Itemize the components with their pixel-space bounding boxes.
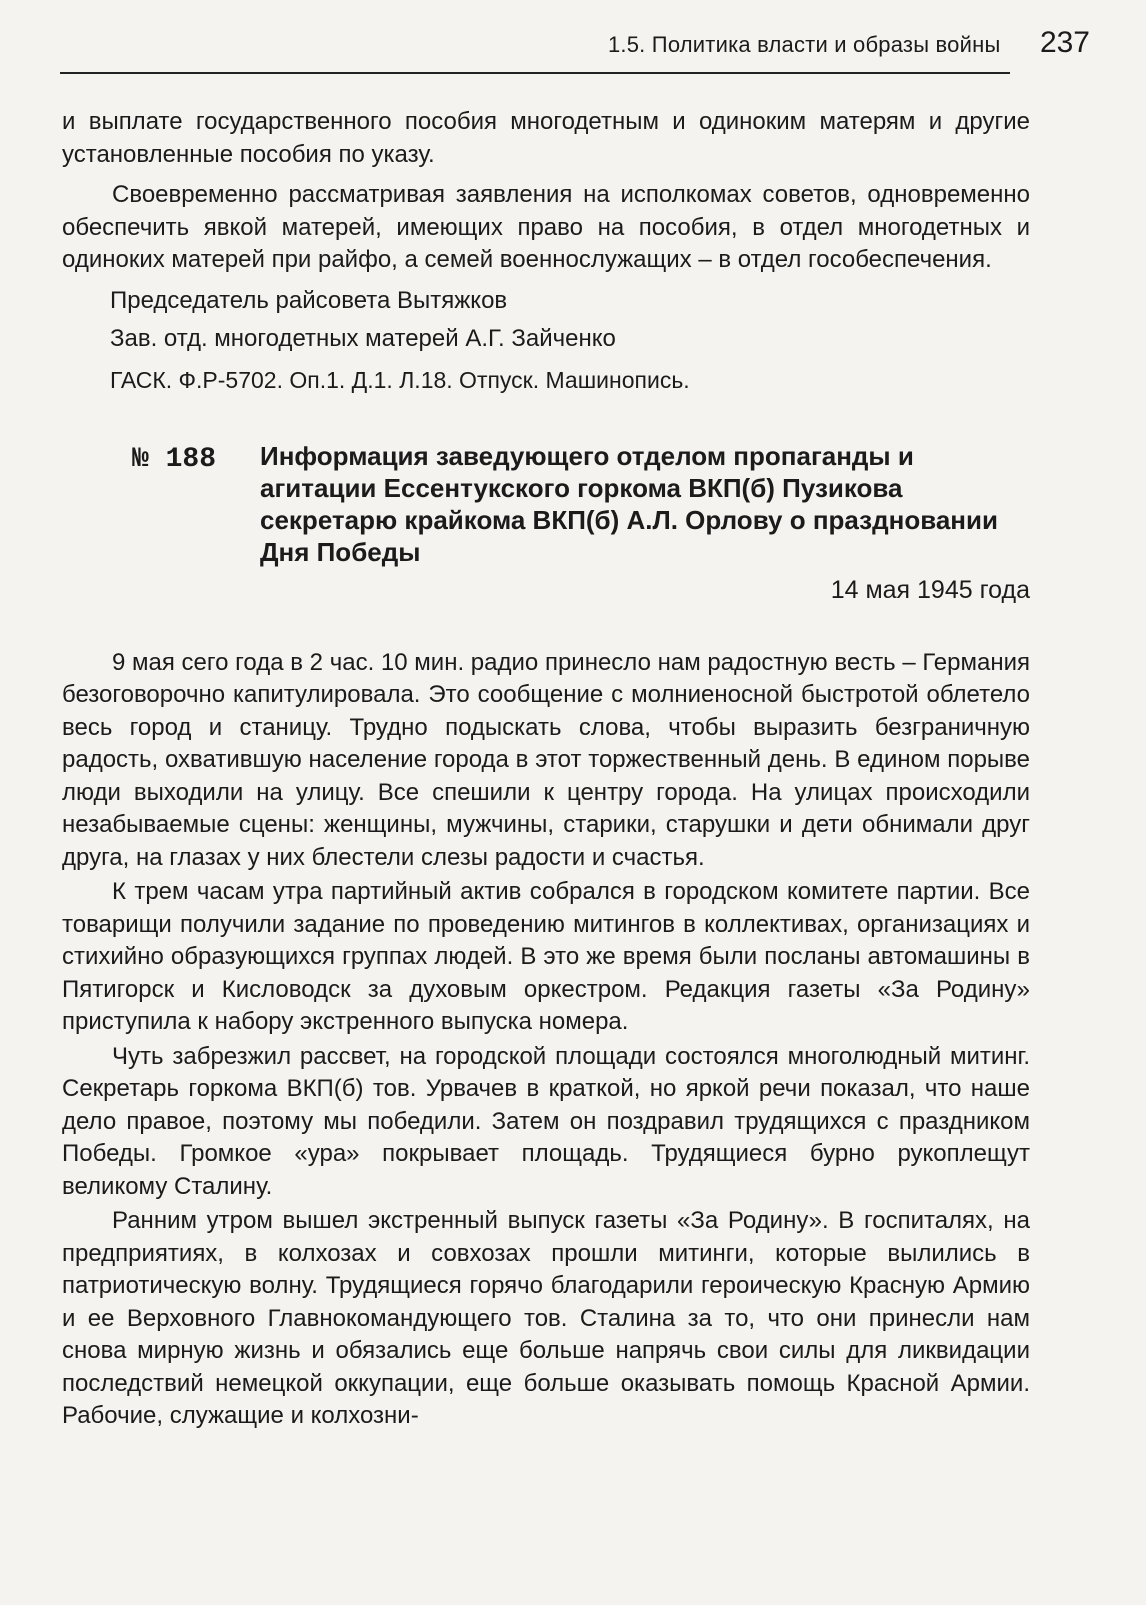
running-title: 1.5. Политика власти и образы войны [608,32,1001,57]
body-paragraph-3: Чуть забрезжил рассвет, на городской площади состоялся многолюдный митинг. Секретарь горкома ВКП(б) тов. Урвачев в краткой, но яркой речи показал, что наше дело правое, поэтому мы победили. Затем он поздравил трудящихся с праздником Победы. Громкое «ура» покрывает площадь. Трудящиеся бурно рукоплещут великому Сталину. [62,1042,1030,1200]
intro-paragraph-2: Своевременно рассматривая заявления на исполкомах советов, одновременно обеспечить явкой матерей, имеющих право на пособия, в отдел многодетных и одиноких матерей при райфо, а семей военнослужащих – в отдел гособеспечения. [62,181,1030,273]
intro-paragraph-1: и выплате государственного пособия многодетным и одиноким матерям и другие установленные пособия по указу. [62,108,1030,168]
body-paragraph-2: К трем часам утра партийный актив собрался в городском комитете партии. Все товарищи получили задание по проведению митингов в коллективах, организациях и стихийно образующихся группах людей. В это же время были посланы автомашины в Пятигорск и Кисловодск за духовым оркестром. Редакция газеты «За Родину» приступила к набору экстренного выпуска номера. [62,878,1030,1035]
document-heading [62,440,1030,568]
document-title: Информация заведующего отделом пропаганды и агитации Ессентукского горкома ВКП(б) Пузикова секретарю крайкома ВКП(б) А.Л. Орлову о праздновании Дня Победы [260,441,998,567]
document-body [62,647,1030,1433]
page-number: 237 [1039,26,1090,59]
page-header [60,18,1090,78]
document-date: 14 мая 1945 года [830,576,1030,604]
header-divider [60,72,1010,74]
archive-reference: ГАСК. Ф.Р-5702. Оп.1. Д.1. Л.18. Отпуск. Машинопись. [110,366,690,393]
document-number: № 188 [132,444,217,475]
body-paragraph-1: 9 мая сего года в 2 час. 10 мин. радио принесло нам радостную весть – Германия безоговорочно капитулировала. Это сообщение с молниеносной быстротой облетело весь город и станицу. Трудно подыскать слова, чтобы выразить безграничную радость, охватившую население города в этот торжественный день. В едином порыве люди выходили на улицу. Все спешили к центру города. На улицах происходили незабываемые сцены: женщины, мужчины, старики, старушки и дети обнимали друг друга, на глазах у них блестели слезы радости и счастья. [62,648,1030,871]
body-paragraph-4: Ранним утром вышел экстренный выпуск газеты «За Родину». В госпиталях, на предприятиях, в колхозах и совхозах прошли митинги, которые вылились в патриотическую волну. Трудящиеся горячо благодарили героическую Красную Армию и ее Верховного Главнокомандующего тов. Сталина за то, что они принесли нам снова мирную жизнь и обязались еще больше напрячь свои силы для ликвидации последствий немецкой оккупации, еще больше оказывать помощь Красной Армии. Рабочие, служащие и колхозни- [62,1207,1030,1429]
signature-chairman: Председатель райсовета Вытяжков [110,286,508,314]
signature-department-head: Зав. отд. многодетных матерей А.Г. Зайченко [110,325,616,352]
page-content [62,106,1030,1435]
